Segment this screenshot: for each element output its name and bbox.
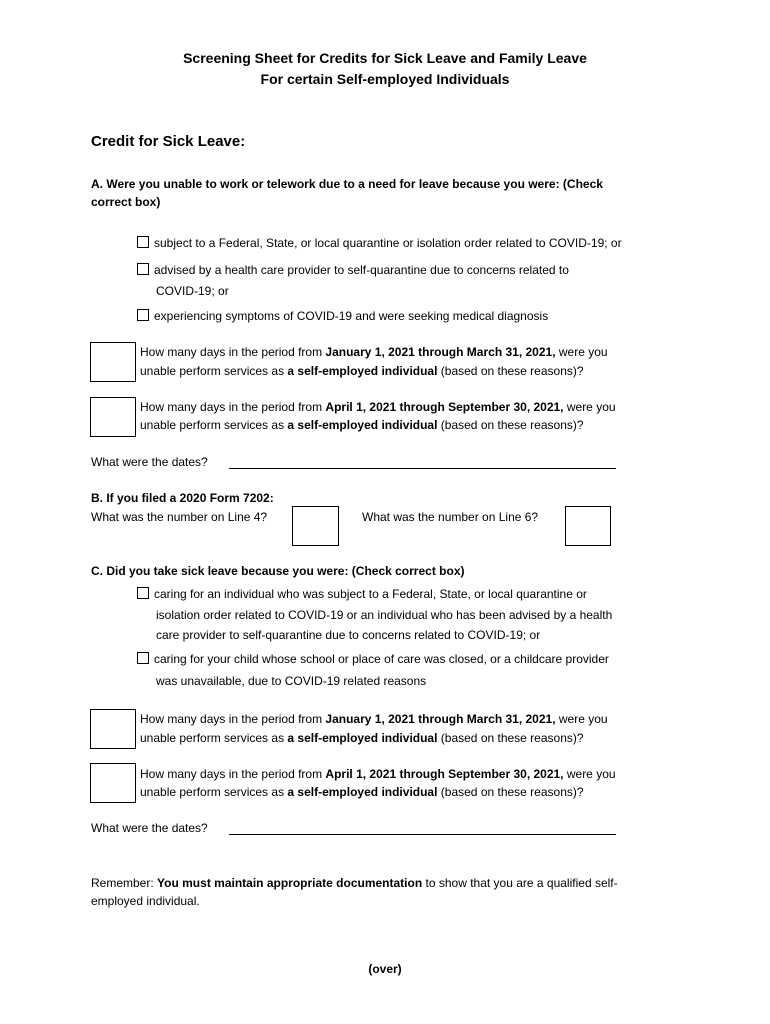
c-days-q1-input-box[interactable] <box>90 709 136 749</box>
c-days-q2-post: were you <box>563 767 616 781</box>
days-q2-line1 <box>140 400 616 414</box>
option-a3-label: experiencing symptoms of COVID-19 and were seeking medical diagnosis <box>154 309 549 323</box>
remember-post: to show that you are a qualified self- <box>422 876 618 890</box>
days-q1-line2 <box>140 364 584 378</box>
section-c-heading: C. Did you take sick leave because you were: (Check correct box) <box>91 564 465 578</box>
option-a2 <box>137 263 569 277</box>
page-title: Screening Sheet for Credits for Sick Leave and Family Leave <box>183 50 587 66</box>
option-c2 <box>137 652 609 666</box>
c-days-q1-pre: How many days in the period from <box>140 712 326 726</box>
remember-line1 <box>91 876 618 890</box>
days-q1-l2-post: (based on these reasons)? <box>437 364 584 378</box>
line4-input-box[interactable] <box>292 506 339 546</box>
section-b-heading: B. If you filed a 2020 Form 7202: <box>91 491 274 505</box>
checkbox-c2[interactable] <box>137 652 149 664</box>
c-days-q2-l2-post: (based on these reasons)? <box>437 785 584 799</box>
option-c1-label-cont1: isolation order related to COVID-19 or an individual who has been advised by a health <box>156 608 613 622</box>
days-q2-input-box[interactable] <box>90 397 136 437</box>
sick-leave-heading: Credit for Sick Leave: <box>91 133 246 150</box>
checkbox-a1[interactable] <box>137 236 149 248</box>
remember-bold: You must maintain appropriate documentation <box>157 876 423 890</box>
line4-label: What was the number on Line 4? <box>91 510 268 524</box>
c-days-q2-line2 <box>140 785 584 799</box>
page-subtitle: For certain Self-employed Individuals <box>260 71 510 87</box>
c-days-q1-l2-bold: a self-employed individual <box>287 731 438 745</box>
option-a2-label: advised by a health care provider to self-quarantine due to concerns related to <box>154 263 569 277</box>
days-q1-pre: How many days in the period from <box>140 345 326 359</box>
c-days-q1-post: were you <box>555 712 608 726</box>
c-days-q2-pre: How many days in the period from <box>140 767 326 781</box>
option-c2-label: caring for your child whose school or place of care was closed, or a childcare provider <box>154 652 609 666</box>
days-q1-line1 <box>140 345 608 359</box>
days-q2-l2-post: (based on these reasons)? <box>437 418 584 432</box>
remember-pre: Remember: <box>91 876 158 890</box>
c-days-q2-l2-pre: unable perform services as <box>140 785 288 799</box>
days-q2-line2 <box>140 418 584 432</box>
c-days-q2-input-box[interactable] <box>90 763 136 803</box>
days-q2-period: April 1, 2021 through September 30, 2021, <box>325 400 564 414</box>
c-days-q2-period: April 1, 2021 through September 30, 2021, <box>325 767 564 781</box>
checkbox-a2[interactable] <box>137 263 149 275</box>
option-c1 <box>137 587 587 601</box>
c-days-q2-line1 <box>140 767 616 781</box>
c-days-q1-line2 <box>140 731 584 745</box>
days-q2-pre: How many days in the period from <box>140 400 326 414</box>
days-q1-period: January 1, 2021 through March 31, 2021, <box>325 345 556 359</box>
days-q1-l2-pre: unable perform services as <box>140 364 288 378</box>
option-a2-label-cont: COVID-19; or <box>156 284 229 298</box>
checkbox-a3[interactable] <box>137 309 149 321</box>
over-label: (over) <box>368 962 402 976</box>
option-c2-label-cont: was unavailable, due to COVID-19 related reasons <box>156 674 427 688</box>
days-q2-l2-pre: unable perform services as <box>140 418 288 432</box>
days-q1-l2-bold: a self-employed individual <box>287 364 438 378</box>
c-days-q1-l2-post: (based on these reasons)? <box>437 731 584 745</box>
option-a1 <box>137 236 622 250</box>
days-q1-post: were you <box>555 345 608 359</box>
dates-line-c[interactable] <box>229 834 616 835</box>
c-days-q1-period: January 1, 2021 through March 31, 2021, <box>325 712 556 726</box>
option-c1-label-cont2: care provider to self-quarantine due to concerns related to COVID-19; or <box>156 628 541 642</box>
c-days-q1-line1 <box>140 712 608 726</box>
option-a3 <box>137 309 548 323</box>
c-days-q1-l2-pre: unable perform services as <box>140 731 288 745</box>
option-a1-label: subject to a Federal, State, or local quarantine or isolation order related to COVID-19; or <box>154 236 622 250</box>
dates-label-a: What were the dates? <box>91 455 208 469</box>
days-q2-post: were you <box>563 400 616 414</box>
option-c1-label: caring for an individual who was subject to a Federal, State, or local quarantine or <box>154 587 587 601</box>
checkbox-c1[interactable] <box>137 587 149 599</box>
question-a-line2: correct box) <box>91 195 161 209</box>
c-days-q2-l2-bold: a self-employed individual <box>287 785 438 799</box>
line6-label: What was the number on Line 6? <box>362 510 539 524</box>
days-q2-l2-bold: a self-employed individual <box>287 418 438 432</box>
remember-line2: employed individual. <box>91 894 200 908</box>
line6-input-box[interactable] <box>565 506 611 546</box>
question-a-line1: A. Were you unable to work or telework due to a need for leave because you were: (Check <box>91 177 603 191</box>
dates-label-c: What were the dates? <box>91 821 208 835</box>
dates-line-a[interactable] <box>229 468 616 469</box>
days-q1-input-box[interactable] <box>90 342 136 382</box>
